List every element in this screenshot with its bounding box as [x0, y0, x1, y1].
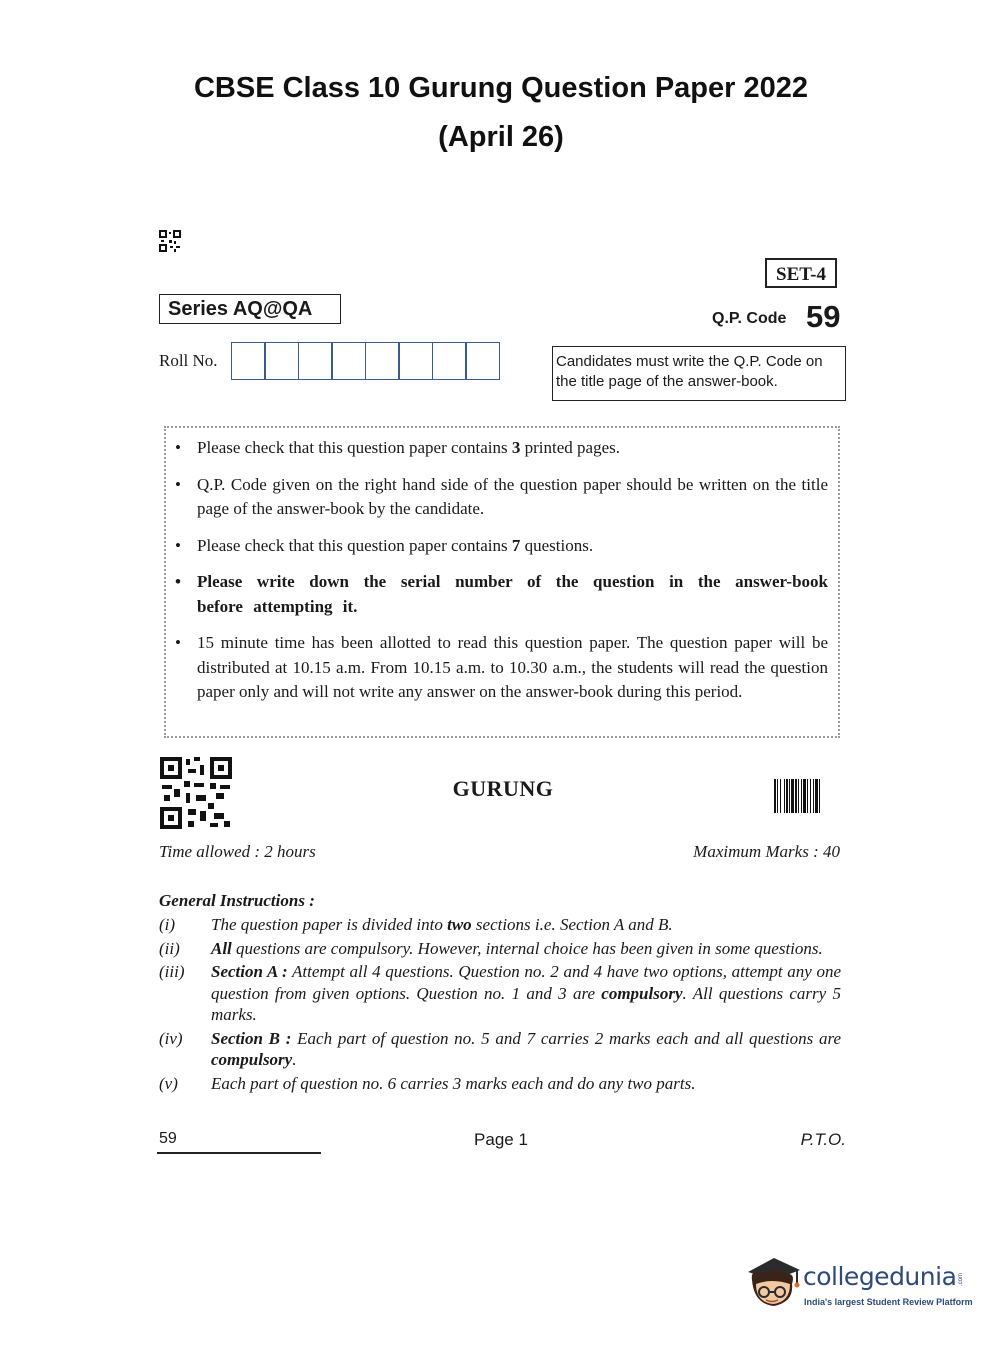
- candidate-note-box: Candidates must write the Q.P. Code on the title page of the answer-book.: [552, 346, 846, 401]
- instruction-item: • Please check that this question paper contains 7 questions.: [172, 534, 828, 559]
- general-instruction-item: [159, 1073, 841, 1095]
- roll-number-label: Roll No.: [159, 351, 218, 370]
- collegedunia-tagline: India's largest Student Review Platform: [804, 1297, 973, 1307]
- footer-page-number: Page 1: [474, 1130, 528, 1149]
- general-instruction-number: (iii): [159, 962, 185, 981]
- document-title-line2: (April 26): [438, 121, 564, 153]
- general-instruction-text: Section A : Attempt all 4 questions. Question no. 2 and 4 have two options, attempt any one question from given options. Question no. 1 and 3 are compulsory. All questions carry 5 marks.: [211, 962, 841, 1024]
- general-instruction-number: (ii): [159, 938, 180, 958]
- general-instructions-heading: General Instructions :: [159, 891, 315, 910]
- general-instruction-item: [159, 938, 841, 960]
- general-instruction-item: [159, 914, 841, 936]
- roll-number-cell: [331, 342, 366, 380]
- roll-number-cell: [264, 342, 299, 380]
- instruction-item: • Please write down the serial number of the question in the answer-book before attempting it.: [172, 570, 828, 619]
- document-title-line1: CBSE Class 10 Gurung Question Paper 2022: [193, 72, 809, 104]
- instruction-item: • Q.P. Code given on the right hand side of the question paper should be written on the title page of the answer-book by the candidate.: [172, 473, 828, 522]
- qp-code-value: 59: [806, 299, 841, 334]
- collegedunia-brand-name: collegedunia: [803, 1262, 957, 1291]
- general-instruction-item: [159, 1028, 841, 1071]
- roll-number-cell: [231, 342, 266, 380]
- general-instruction-text: The question paper is divided into two sections i.e. Section A and B.: [211, 915, 673, 934]
- general-instruction-number: (v): [159, 1073, 178, 1093]
- footer-divider: [157, 1152, 321, 1154]
- qp-code-label: Q.P. Code: [712, 310, 787, 327]
- general-instructions-list: [159, 914, 841, 1096]
- maximum-marks: Maximum Marks : 40: [693, 842, 840, 861]
- roll-number-cell: [365, 342, 400, 380]
- general-instruction-number: (i): [159, 915, 176, 934]
- instruction-item: • 15 minute time has been allotted to read this question paper. The question paper will be distributed at 10.15 a.m. From 10.15 a.m. to 10.30 a.m., the students will read the question paper only and will not write any answer on the answer-book during this period.: [172, 631, 828, 705]
- footer-pto: P.T.O.: [800, 1130, 846, 1149]
- general-instruction-text: Each part of question no. 6 carries 3 marks each and do any two parts.: [211, 1073, 696, 1093]
- time-allowed: Time allowed : 2 hours: [159, 842, 316, 861]
- set-number-badge: SET-4: [765, 258, 837, 288]
- svg-text:.com: .com: [958, 1272, 964, 1286]
- instruction-item: • Please check that this question paper contains 3 printed pages.: [172, 436, 828, 461]
- roll-number-cell: [298, 342, 333, 380]
- instructions-list: [172, 436, 828, 717]
- general-instruction-text: Section B : Each part of question no. 5 and 7 carries 2 marks each and all questions are compulsory.: [211, 1028, 841, 1069]
- roll-number-cell: [432, 342, 467, 380]
- barcode-icon: [774, 779, 840, 813]
- small-qr-code-icon: [159, 230, 181, 252]
- roll-number-cell: [398, 342, 433, 380]
- roll-number-boxes: [232, 342, 500, 380]
- footer-qp-code: 59: [159, 1130, 177, 1147]
- subject-title: GURUNG: [452, 776, 554, 801]
- general-instruction-text: All questions are compulsory. However, internal choice has been given in some questions.: [211, 938, 823, 958]
- general-instruction-item: [159, 961, 841, 1026]
- roll-number-cell: [465, 342, 500, 380]
- general-instruction-number: (iv): [159, 1028, 183, 1048]
- series-label-box: Series AQ@QA: [159, 294, 341, 324]
